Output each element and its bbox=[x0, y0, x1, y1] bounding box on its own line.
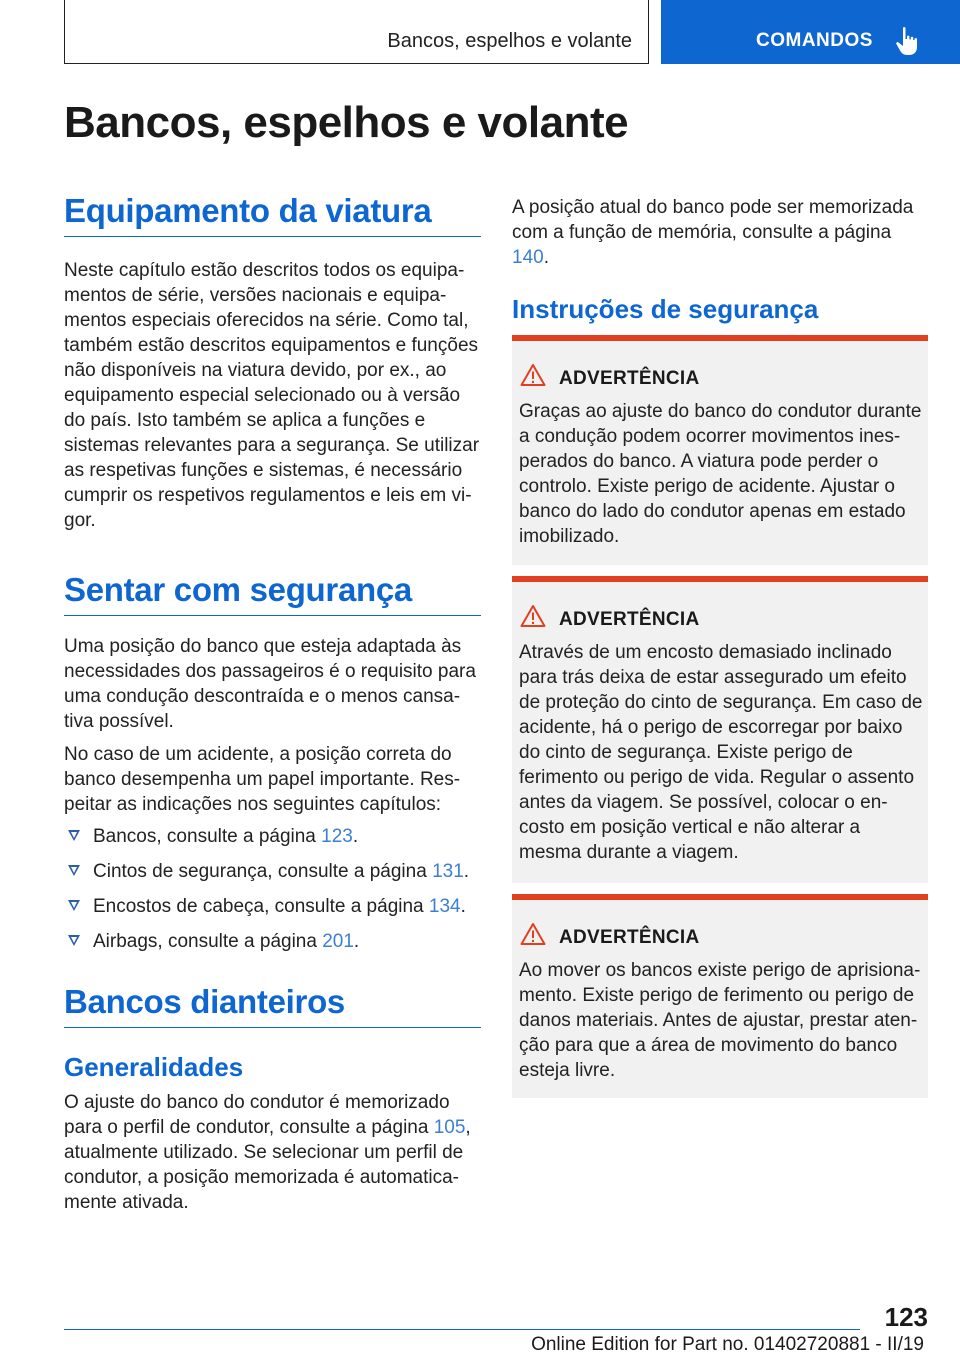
page-link[interactable]: 134 bbox=[428, 896, 461, 917]
warning-box bbox=[512, 576, 928, 883]
subheading-general: Generalidades bbox=[64, 1052, 244, 1082]
pointing-hand-icon bbox=[895, 26, 921, 56]
warning-box bbox=[512, 894, 928, 1098]
heading-safety: Instruções de segurança bbox=[512, 294, 819, 324]
triangle-bullet-icon bbox=[68, 935, 80, 946]
heading-sitting: Sentar com segurança bbox=[64, 571, 481, 616]
list-item: Encostos de cabeça, consulte a página 134. bbox=[64, 894, 481, 929]
page-link[interactable]: 140 bbox=[512, 247, 544, 268]
sitting-text-2: No caso de um acidente, a posição correta do banco desempenha um papel importante. Respeitar as indicações nos seguintes capítulos: bbox=[64, 744, 461, 815]
list-item: Cintos de segurança, consulte a página 131. bbox=[64, 859, 481, 894]
warning-header bbox=[520, 604, 920, 632]
warning-box bbox=[512, 335, 928, 565]
warning-text: Através de um encosto demasiado inclinado para trás deixa de estar assegurado um efeito de proteção do cinto de segurança. Em caso de acidente, há o perigo de escorregar por baixo do cinto de segurança. Existe perigo de ferimento ou perigo de vida. Regular o assento antes da viagem. Se possível, colocar o encosto em posição vertical e não alterar a mesma durante a viagem. bbox=[519, 642, 923, 863]
triangle-bullet-icon bbox=[68, 900, 80, 911]
page-number: 123 bbox=[884, 1302, 928, 1332]
warning-title: ADVERTÊNCIA bbox=[559, 927, 700, 948]
chapter-reference-list bbox=[64, 824, 481, 964]
list-item: Airbags, consulte a página 201. bbox=[64, 929, 481, 964]
page-link[interactable]: 201 bbox=[322, 931, 354, 952]
page-title: Bancos, espelhos e volante bbox=[64, 98, 629, 147]
header-chapter-tab[interactable] bbox=[661, 0, 960, 64]
page-link[interactable]: 131 bbox=[432, 861, 464, 882]
footer-edition: Online Edition for Part no. 01402720881 - II/19 bbox=[531, 1334, 924, 1355]
page-link[interactable]: 105 bbox=[433, 1117, 466, 1138]
general-text: O ajuste do banco do condutor é memorizado para o perfil de condutor, consulte a página 105, atualmente utilizado. Se selecionar um perfil de condutor, a posição memorizada é automaticamente ativada. bbox=[64, 1092, 471, 1213]
list-item: Bancos, consulte a página 123. bbox=[64, 824, 481, 859]
warning-triangle-icon bbox=[520, 922, 546, 946]
warning-triangle-icon bbox=[520, 363, 546, 387]
memory-text: A posição atual do banco pode ser memorizada com a função de memória, consulte a página 140. bbox=[512, 197, 914, 268]
equipment-text: Neste capítulo estão descritos todos os equipamentos de série, versões nacionais e equipamentos especiais oferecidos na série. Como tal, também estão descritos equipamentos e funções não disponíveis na viatura devido, por ex., ao equipamento especial selecionado ou à versão do país. Isto também se aplica a funções e sistemas relevantes para a segurança. Se utilizar as respetivas funções e sistemas, é necessário cumprir os respetivos regulamentos e leis em vigor. bbox=[64, 260, 480, 531]
header-section-tab bbox=[64, 0, 649, 64]
heading-equipment: Equipamento da viatura bbox=[64, 192, 481, 237]
warning-header bbox=[520, 922, 920, 950]
header-section-title: Bancos, espelhos e volante bbox=[387, 30, 632, 52]
warning-text: Graças ao ajuste do banco do condutor durante a condução podem ocorrer movimentos inesperados do banco. A viatura pode perder o controlo. Existe perigo de acidente. Ajustar o banco do lado do condutor apenas em estado imobilizado. bbox=[519, 401, 922, 547]
footer-divider bbox=[64, 1329, 860, 1330]
warning-text: Ao mover os bancos existe perigo de aprisionamento. Existe perigo de ferimento ou perigo de danos materiais. Antes de ajustar, prestar atenção para que a área de movimento do banco esteja livre. bbox=[519, 960, 921, 1081]
heading-front-seats: Bancos dianteiros bbox=[64, 983, 481, 1028]
page-link[interactable]: 123 bbox=[321, 826, 353, 847]
triangle-bullet-icon bbox=[68, 865, 80, 876]
sitting-text-1: Uma posição do banco que esteja adaptada às necessidades dos passageiros é o requisito para uma condução descontraída e o menos cansativa possível. bbox=[64, 636, 476, 732]
warning-title: ADVERTÊNCIA bbox=[559, 609, 700, 630]
triangle-bullet-icon bbox=[68, 830, 80, 841]
header-chapter-label: COMANDOS bbox=[756, 30, 873, 51]
warning-header bbox=[520, 363, 920, 391]
warning-triangle-icon bbox=[520, 604, 546, 628]
warning-title: ADVERTÊNCIA bbox=[559, 368, 700, 389]
